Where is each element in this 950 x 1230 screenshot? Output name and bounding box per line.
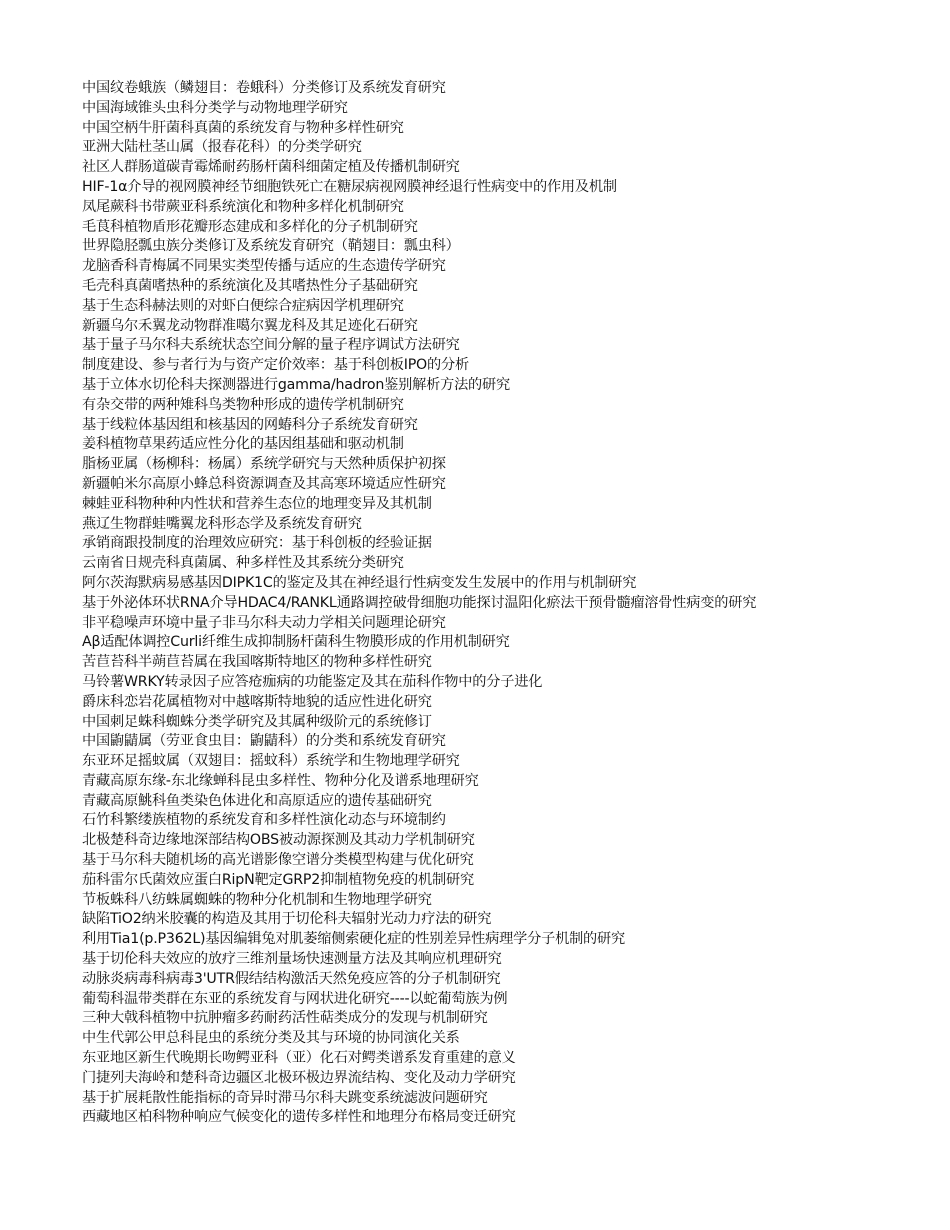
project-title-line: 脂杨亚属（杨柳科：杨属）系统学研究与天然种质保护初探 xyxy=(82,456,446,473)
project-title-line: 缺陷TiO2纳米胶囊的构造及其用于切伦科夫辐射光动力疗法的研究 xyxy=(82,911,492,928)
project-title-line: 基于生态科赫法则的对虾白便综合症病因学机理研究 xyxy=(82,297,404,314)
project-title-line: 利用Tia1(p.P362L)基因编辑兔对肌萎缩侧索硬化症的性别差异性病理学分子机制的研究 xyxy=(82,931,626,948)
project-title-line: 东亚地区新生代晚期长吻鳄亚科（亚）化石对鳄类谱系发育重建的意义 xyxy=(82,1050,516,1067)
project-title-line: 中国纹卷蛾族（鳞翅目：卷蛾科）分类修订及系统发育研究 xyxy=(82,80,446,96)
project-title-line: 龙脑香科青梅属不同果实类型传播与适应的生态遗传学研究 xyxy=(82,258,446,275)
project-title-line: 西藏地区柏科物种响应气候变化的遗传多样性和地理分布格局变迁研究 xyxy=(82,1109,516,1126)
project-title-line: 青藏高原东缘-东北缘蝉科昆虫多样性、物种分化及谱系地理研究 xyxy=(82,772,479,789)
project-title-line: 基于外泌体环状RNA介导HDAC4/RANKL通路调控破骨细胞功能探讨温阳化瘀法干预骨髓瘤溶骨性病变的研究 xyxy=(82,594,757,611)
project-title-line: 毛壳科真菌嗜热种的系统演化及其嗜热性分子基础研究 xyxy=(82,277,418,294)
project-title-line: 亚洲大陆杜茎山属（报春花科）的分类学研究 xyxy=(82,139,362,156)
project-title-line: 东亚环足摇蚊属（双翅目：摇蚊科）系统学和生物地理学研究 xyxy=(82,753,460,770)
project-title-line: 基于切伦科夫效应的放疗三维剂量场快速测量方法及其响应机理研究 xyxy=(82,951,502,968)
project-title-line: 姜科植物草果药适应性分化的基因组基础和驱动机制 xyxy=(82,436,404,453)
project-title-line: 基于线粒体基因组和核基因的网蝽科分子系统发育研究 xyxy=(82,416,418,433)
project-title-line: 节板蛛科八纺蛛属蜘蛛的物种分化机制和生物地理学研究 xyxy=(82,891,432,908)
project-title-line: 凤尾蕨科书带蕨亚科系统演化和物种多样化机制研究 xyxy=(82,198,404,215)
project-title-line: 葡萄科温带类群在东亚的系统发育与网状进化研究----以蛇葡萄族为例 xyxy=(82,990,508,1007)
project-title-line: 基于立体水切伦科夫探测器进行gamma/hadron鉴别解析方法的研究 xyxy=(82,376,511,393)
project-title-line: HIF-1α介导的视网膜神经节细胞铁死亡在糖尿病视网膜神经退行性病变中的作用及机制 xyxy=(82,178,617,195)
project-title-line: 社区人群肠道碳青霉烯耐药肠杆菌科细菌定植及传播机制研究 xyxy=(82,159,460,176)
project-title-line: 石竹科繁缕族植物的系统发育和多样性演化动态与环境制约 xyxy=(82,812,446,829)
project-title-line: 制度建设、参与者行为与资产定价效率：基于科创板IPO的分析 xyxy=(82,357,469,374)
project-title-line: 马铃薯WRKY转录因子应答疮痂病的功能鉴定及其在茄科作物中的分子进化 xyxy=(82,673,543,690)
project-title-line: 中国海域锥头虫科分类学与动物地理学研究 xyxy=(82,99,348,116)
project-title-line: 动脉炎病毒科病毒3'UTR假结结构激活天然免疫应答的分子机制研究 xyxy=(82,970,501,987)
project-title-line: 基于扩展耗散性能指标的奇异时滞马尔科夫跳变系统滤波问题研究 xyxy=(82,1089,488,1106)
project-title-line: 基于量子马尔科夫系统状态空间分解的量子程序调试方法研究 xyxy=(82,337,460,354)
project-title-line: 毛茛科植物盾形花瓣形态建成和多样化的分子机制研究 xyxy=(82,218,418,235)
project-title-line: 三种大戟科植物中抗肿瘤多药耐药活性萜类成分的发现与机制研究 xyxy=(82,1010,488,1027)
project-title-line: 中生代郭公甲总科昆虫的系统分类及其与环境的协同演化关系 xyxy=(82,1030,460,1047)
project-title-line: 棘蛙亚科物种种内性状和营养生态位的地理变异及其机制 xyxy=(82,495,432,512)
project-title-line: 中国鼩鼱属（劳亚食虫目：鼩鼱科）的分类和系统发育研究 xyxy=(82,733,446,750)
project-title-line: 基于马尔科夫随机场的高光谱影像空谱分类模型构建与优化研究 xyxy=(82,852,474,869)
project-title-line: Aβ适配体调控Curli纤维生成抑制肠杆菌科生物膜形成的作用机制研究 xyxy=(82,634,510,651)
project-title-line: 新疆帕米尔高原小蜂总科资源调查及其高寒环境适应性研究 xyxy=(82,475,446,492)
project-title-line: 北极楚科奇边缘地深部结构OBS被动源探测及其动力学机制研究 xyxy=(82,832,475,849)
project-title-line: 承销商跟投制度的治理效应研究：基于科创板的经验证据 xyxy=(82,535,432,552)
project-title-line: 云南省日规壳科真菌属、种多样性及其系统分类研究 xyxy=(82,555,404,572)
project-title-line: 门捷列夫海岭和楚科奇边疆区北极环极边界流结构、变化及动力学研究 xyxy=(82,1069,516,1086)
project-title-line: 青藏高原鮡科鱼类染色体进化和高原适应的遗传基础研究 xyxy=(82,792,432,809)
project-title-line: 中国刺足蛛科蜘蛛分类学研究及其属种级阶元的系统修订 xyxy=(82,713,432,730)
project-title-line: 新疆乌尔禾翼龙动物群准噶尔翼龙科及其足迹化石研究 xyxy=(82,317,418,334)
project-title-list xyxy=(82,79,854,1128)
project-title-line: 苦苣苔科半蒴苣苔属在我国喀斯特地区的物种多样性研究 xyxy=(82,654,432,671)
project-title-line: 茄科雷尔氏菌效应蛋白RipN靶定GRP2抑制植物免疫的机制研究 xyxy=(82,871,474,888)
project-title-line: 中国空柄牛肝菌科真菌的系统发育与物种多样性研究 xyxy=(82,119,404,136)
project-title-line: 爵床科恋岩花属植物对中越喀斯特地貌的适应性进化研究 xyxy=(82,693,432,710)
project-title-line: 阿尔茨海默病易感基因DIPK1C的鉴定及其在神经退行性病变发生发展中的作用与机制研究 xyxy=(82,574,637,591)
project-title-line: 非平稳噪声环境中量子非马尔科夫动力学相关问题理论研究 xyxy=(82,614,446,631)
project-title-line: 有杂交带的两种雉科鸟类物种形成的遗传学机制研究 xyxy=(82,396,404,413)
project-title-line: 燕辽生物群蛙嘴翼龙科形态学及系统发育研究 xyxy=(82,515,362,532)
project-title-line: 世界隐胫瓢虫族分类修订及系统发育研究（鞘翅目：瓢虫科） xyxy=(82,238,460,255)
